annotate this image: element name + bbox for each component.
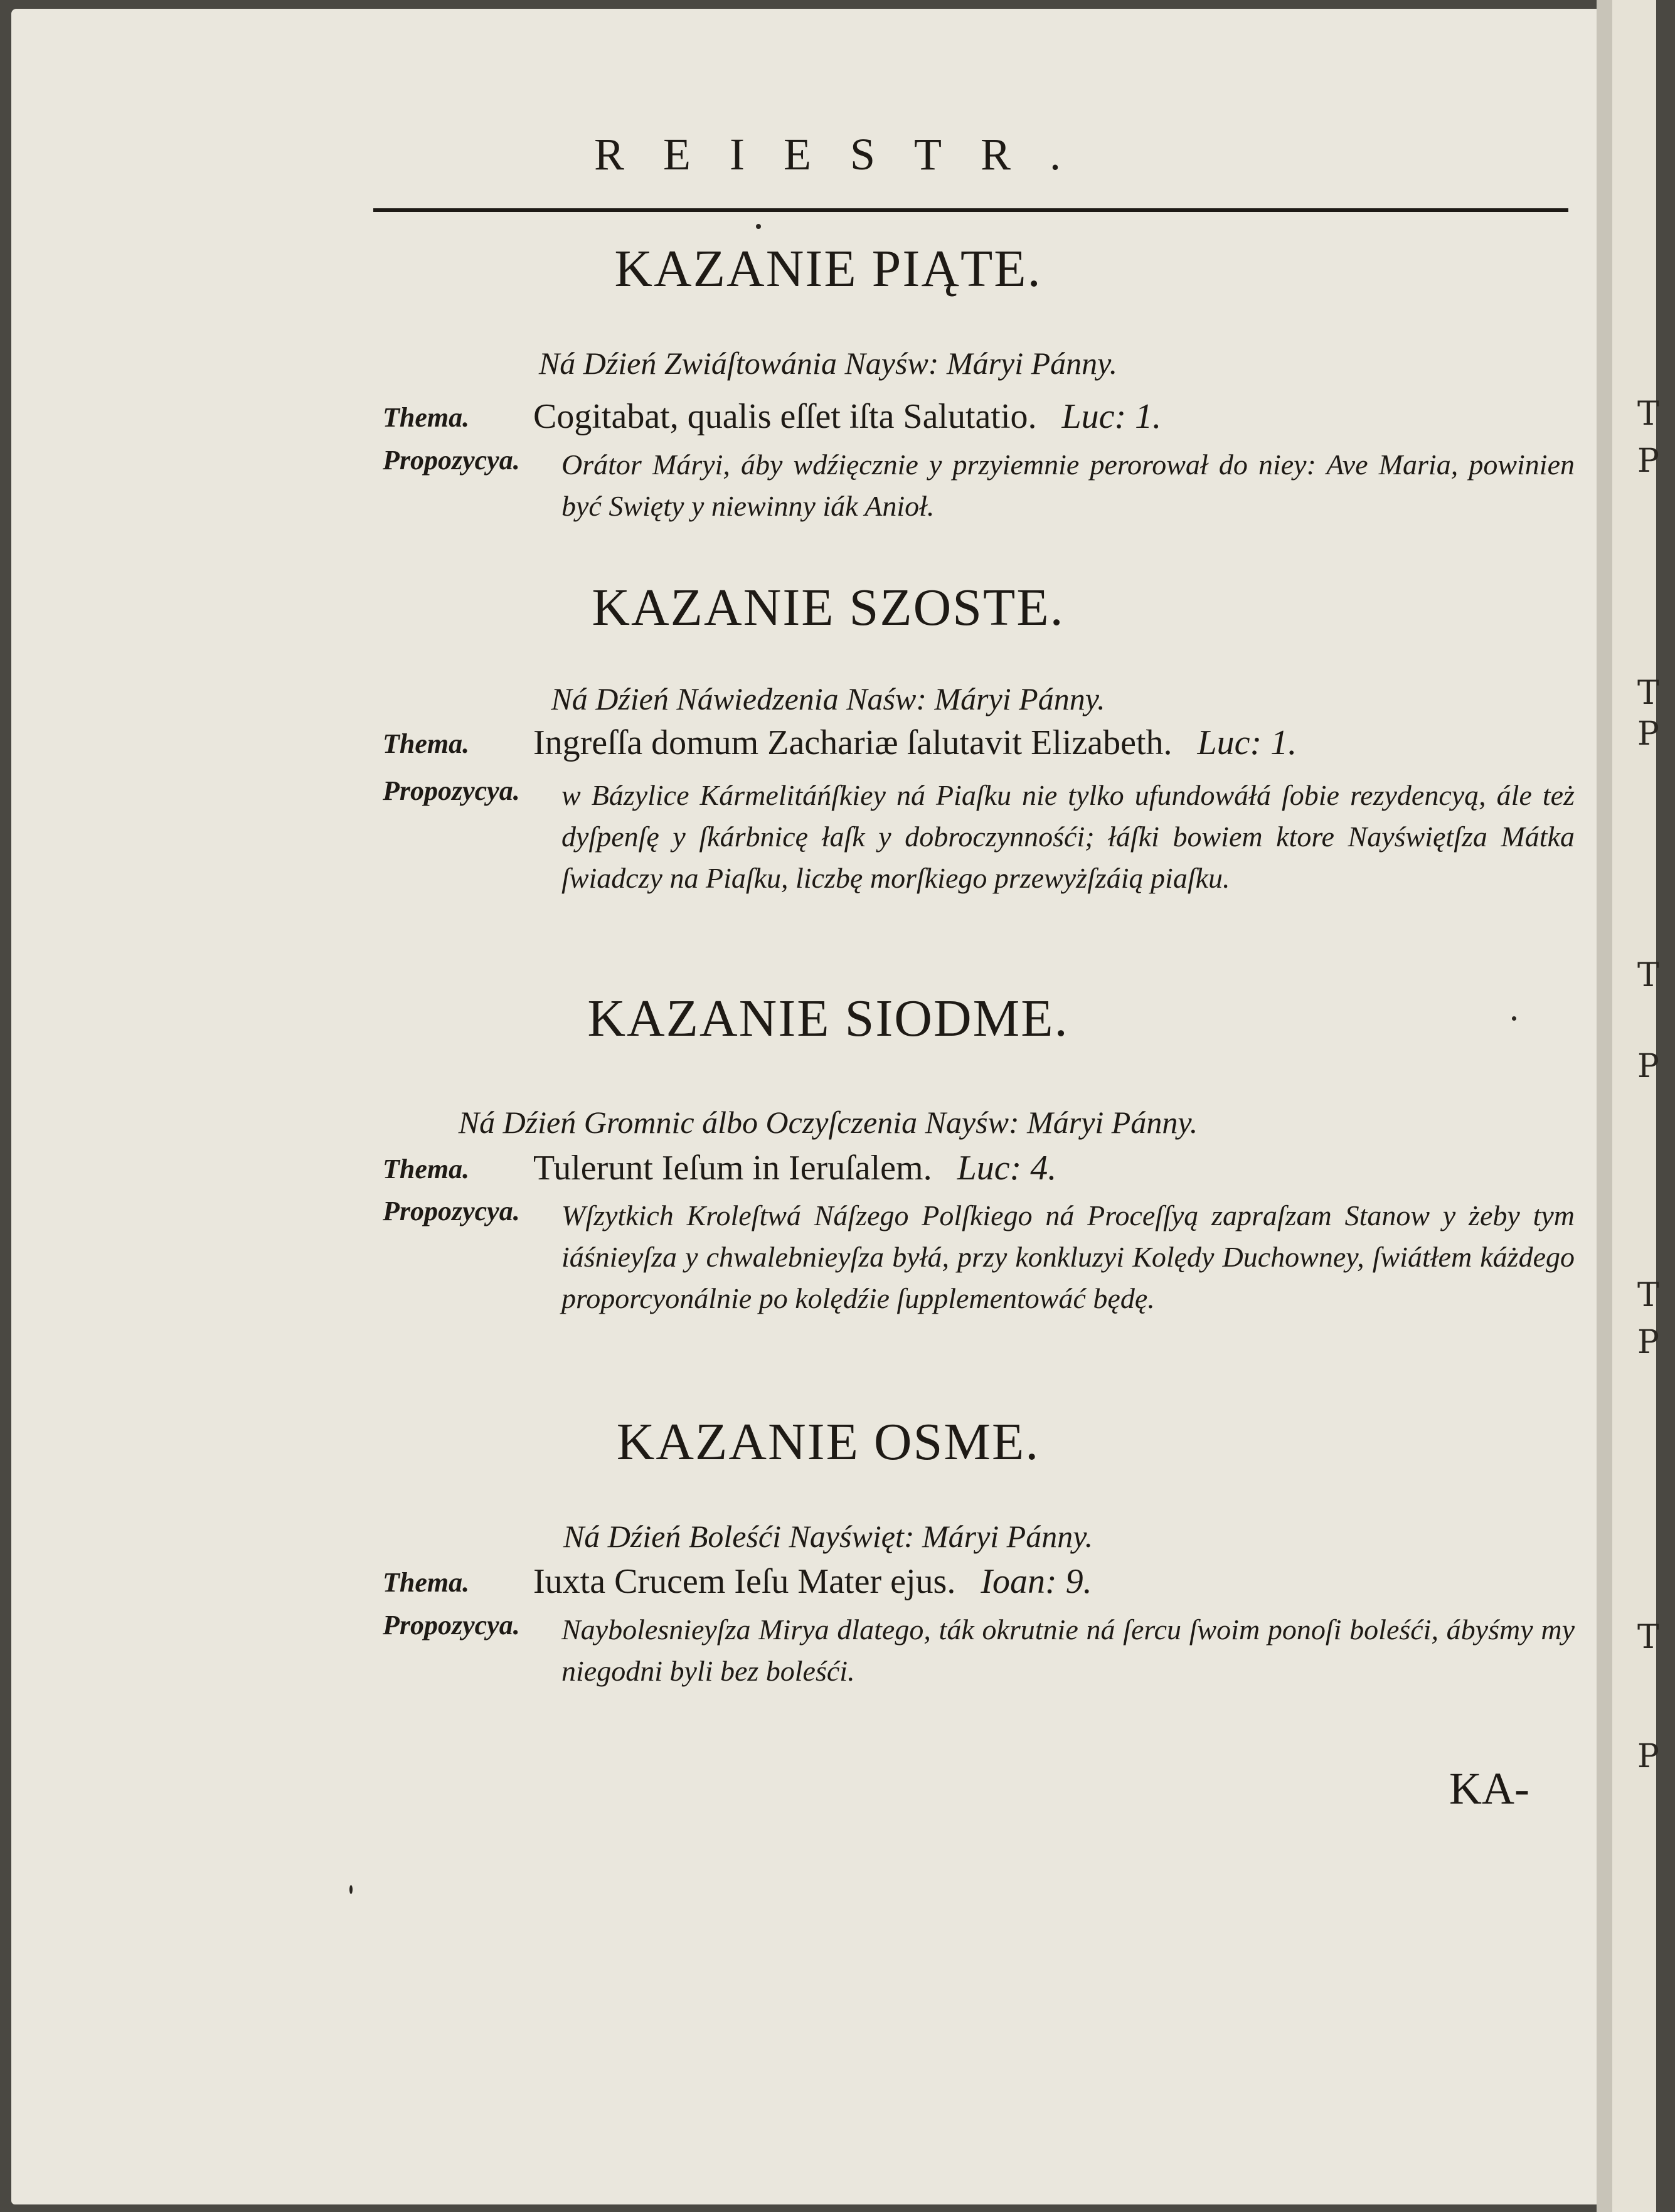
ink-spot	[1512, 1016, 1516, 1021]
thema-label: Thema.	[383, 1154, 470, 1184]
propozycya-label: Propozycya.	[383, 445, 520, 476]
thema-quote: Cogitabat, qualis eſſet iſta Salutatio.	[533, 397, 1037, 436]
sermon-occasion: Ná Dźień Zwiáſtowánia Nayśw: Máryi Pánny.	[538, 346, 1118, 381]
thema-text	[533, 1148, 1056, 1188]
propozycya-label: Propozycya.	[383, 1196, 520, 1226]
thema-text	[533, 396, 1161, 437]
running-header: REIESTR.	[593, 129, 1100, 179]
thema-text	[533, 723, 1297, 763]
thema-quote: Tulerunt Ieſum in Ieruſalem.	[533, 1149, 932, 1188]
propozycya-text: Wſzytkich Kroleſtwá Náſzego Polſkiego ná Proceſſyą zapraſzam Stanow y żeby tym iáśnieyſza y chwalebnieyſza byłá, przy konkluzyi Kolędy Duchowney, ſwiátłem káżdego proporcyonálnie po kolędźie ſupplementowáć będę.	[561, 1199, 1575, 1314]
next-page-fragment: P	[1637, 1048, 1659, 1085]
header-rule	[373, 208, 1568, 212]
propozycya-text: w Bázylice Kármelitáńſkiey ná Piaſku nie tylko ufundowáłá ſobie rezydencyą, ále też dyſpenſę y ſkárbnicę łaſk y dobroczynnośći; łáſki bowiem ktore Nayświętſza Mátka ſwiadczy na Piaſku, liczbę morſkiego przewyżſzáią piaſku.	[561, 779, 1575, 894]
next-page-fragment: T	[1637, 1277, 1659, 1314]
next-page-fragment: T	[1637, 674, 1659, 712]
next-page-fragment: P	[1637, 1738, 1659, 1775]
next-page-fragment: T	[1637, 395, 1659, 433]
sermon-occasion: Ná Dźień Náwiedzenia Naśw: Máryi Pánny.	[551, 681, 1105, 716]
ink-spot	[756, 224, 761, 229]
thema-label: Thema.	[383, 1567, 470, 1598]
thema-reference: Ioan: 9.	[981, 1562, 1092, 1601]
thema-label: Thema.	[383, 402, 470, 433]
next-page-fragment: T	[1637, 1619, 1659, 1656]
thema-reference: Luc: 4.	[957, 1149, 1057, 1188]
sermon-heading: KAZANIE PIĄTE.	[614, 240, 1042, 298]
propozycya-label: Propozycya.	[383, 1610, 520, 1640]
thema-reference: Luc: 1.	[1197, 723, 1297, 762]
sermon-occasion: Ná Dźień Gromnic álbo Oczyſczenia Nayśw: Máryi Pánny.	[458, 1105, 1198, 1140]
next-page-fragment: P	[1637, 715, 1659, 753]
thema-quote: Ingreſſa domum Zachariæ ſalutavit Elizabeth.	[533, 723, 1172, 762]
thema-reference: Luc: 1.	[1061, 397, 1162, 436]
propozycya-text: Orátor Máryi, áby wdźięcznie y przyiemnie perorował do niey: Ave Maria, powinien być Swięty y niewinny iák Anioł.	[561, 449, 1575, 522]
sermon-occasion: Ná Dźień Boleśći Nayświęt: Máryi Pánny.	[563, 1519, 1093, 1554]
next-page-fragment: P	[1637, 1324, 1659, 1361]
thema-text	[533, 1561, 1092, 1602]
sermon-heading: KAZANIE OSME.	[616, 1413, 1040, 1471]
ink-spot	[349, 1885, 353, 1894]
next-page-fragment: T	[1637, 957, 1659, 994]
propozycya-text: Naybolesnieyſza Mirya dlatego, ták okrutnie ná ſercu ſwoim ponoſi boleśći, ábyśmy my niegodni byli bez boleśći.	[561, 1614, 1575, 1687]
thema-quote: Iuxta Crucem Ieſu Mater ejus.	[533, 1562, 956, 1601]
catchword: KA-	[1449, 1763, 1529, 1814]
thema-label: Thema.	[383, 728, 470, 759]
sermon-heading: KAZANIE SZOSTE.	[592, 578, 1065, 637]
sermon-heading: KAZANIE SIODME.	[587, 989, 1069, 1048]
next-page-fragment: P	[1637, 442, 1659, 480]
propozycya-label: Propozycya.	[383, 775, 520, 806]
